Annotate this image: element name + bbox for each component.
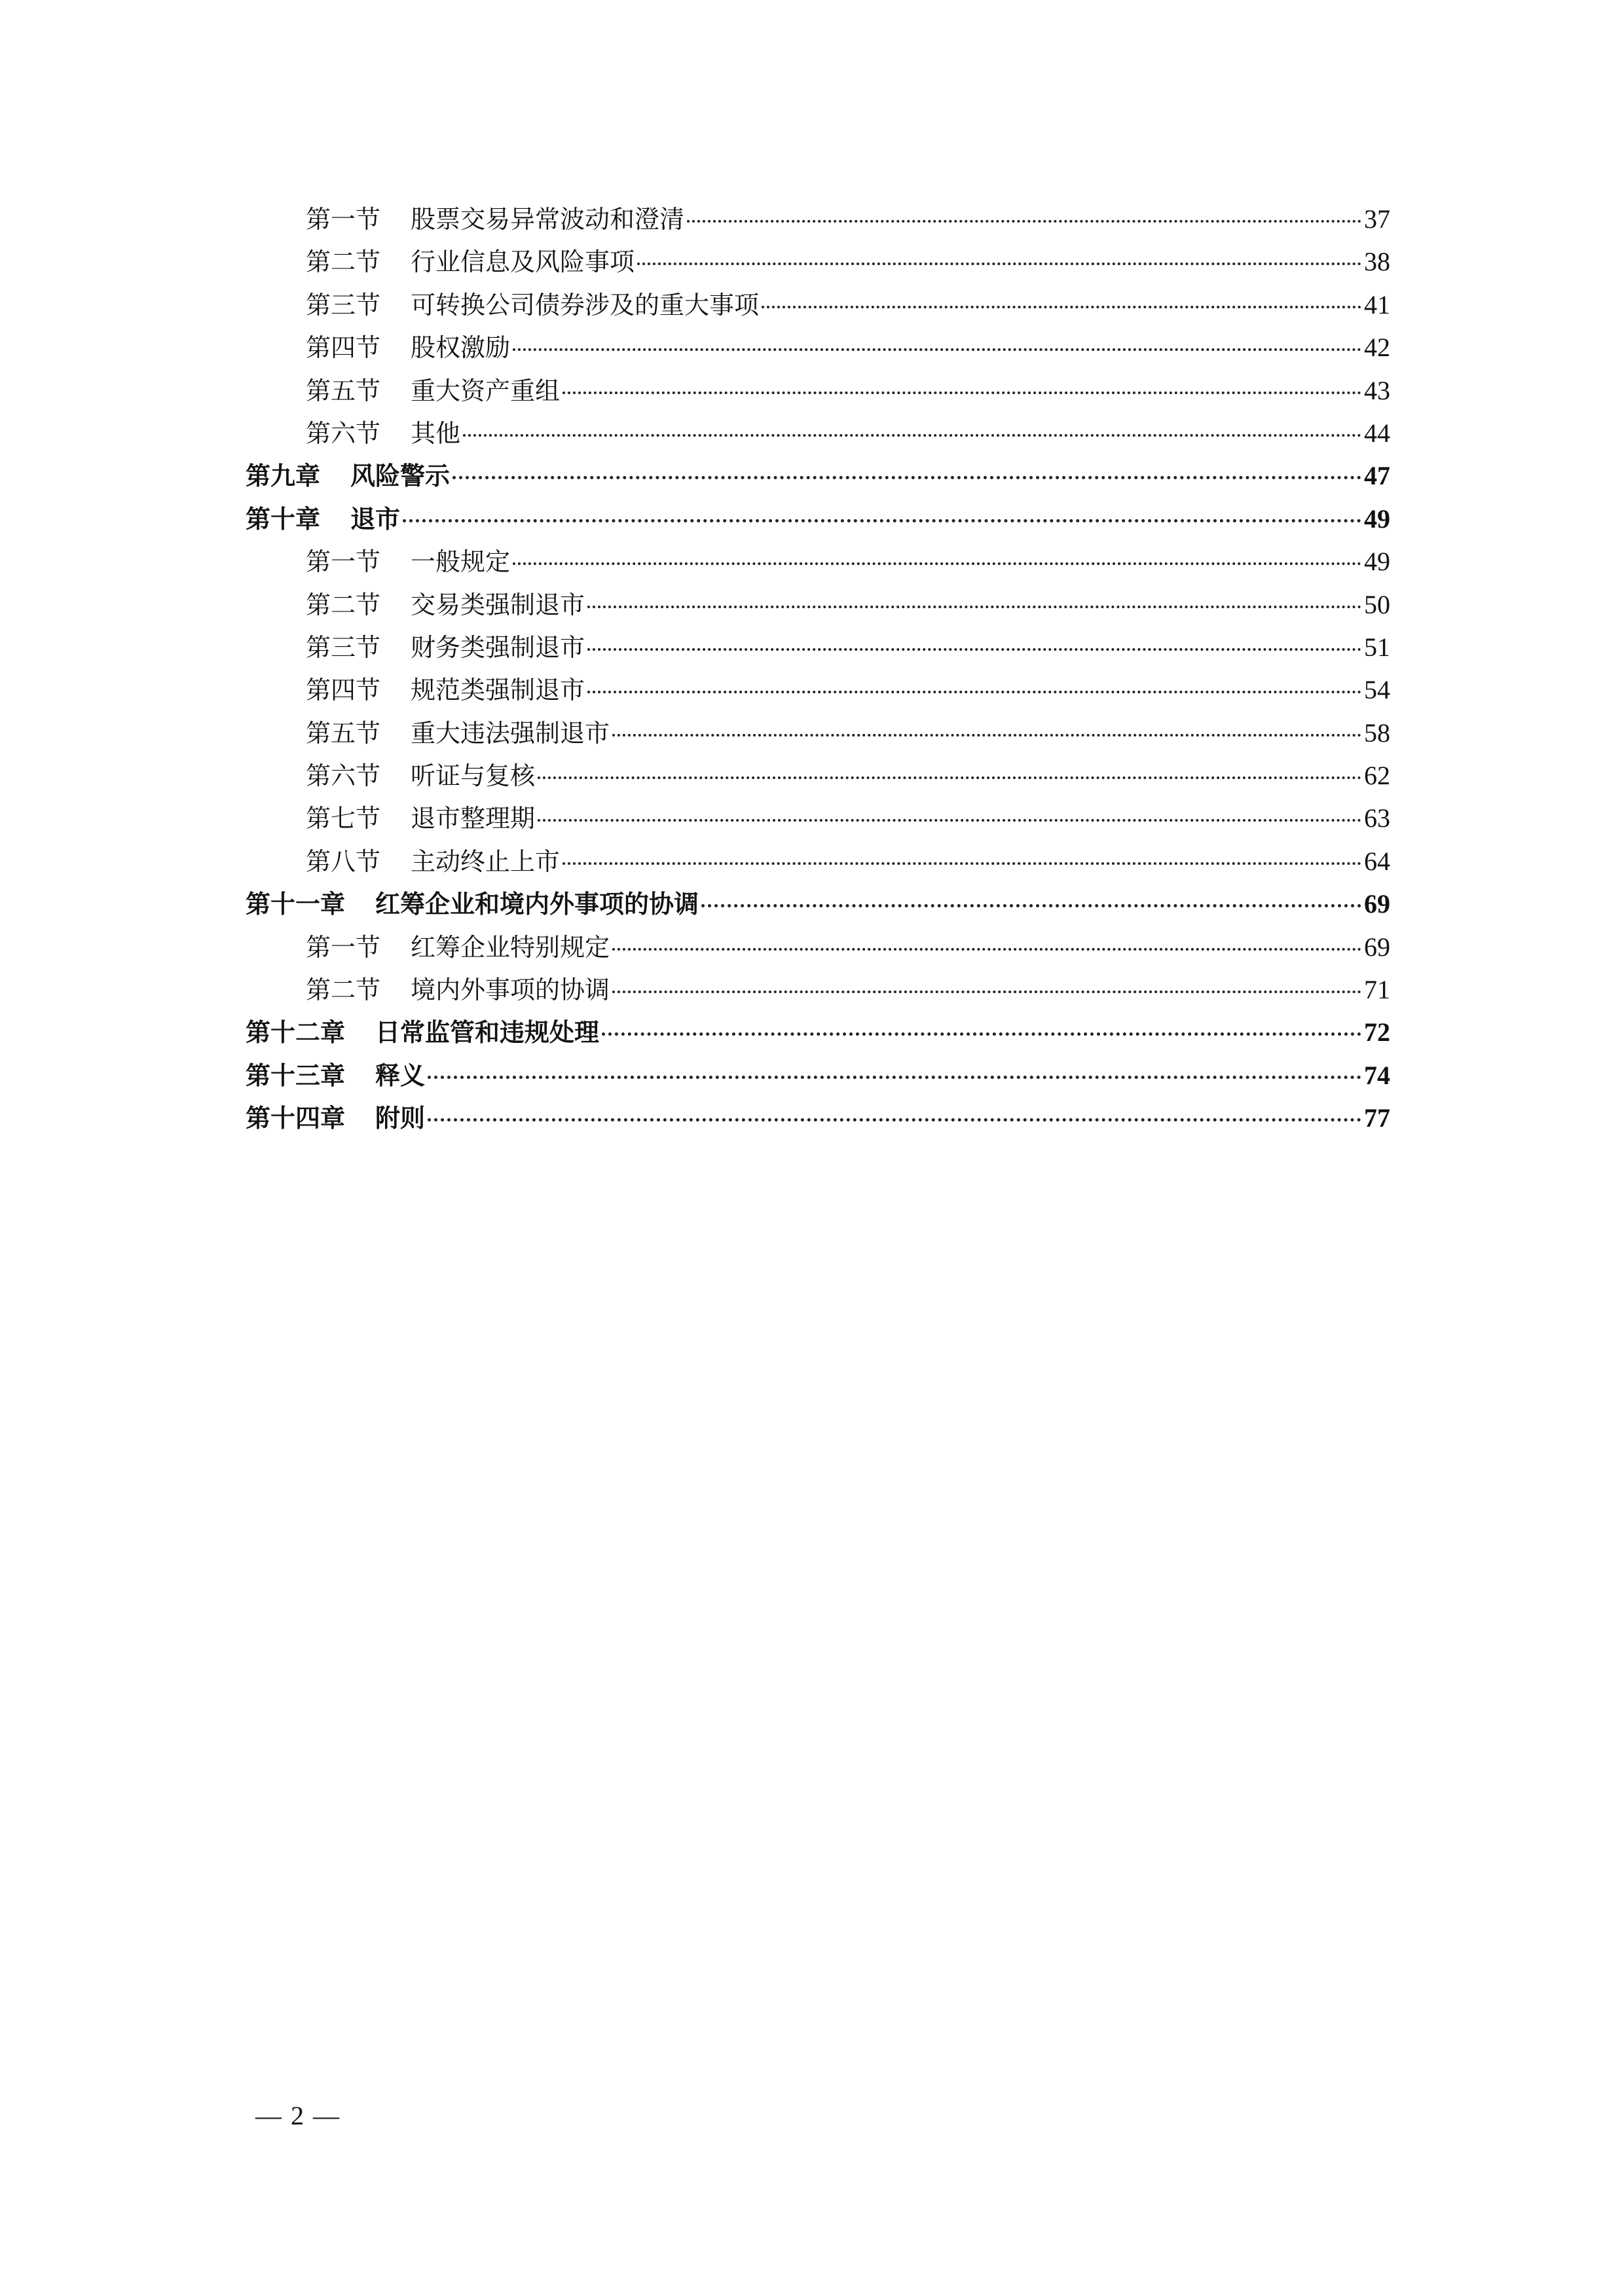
table-of-contents: [246, 198, 1390, 1140]
entry-title: 风险警示: [350, 461, 451, 491]
entry-title: 财务类强制退市: [411, 632, 585, 662]
toc-section-entry[interactable]: [246, 797, 1390, 839]
entry-title: 行业信息及风险事项: [411, 247, 635, 277]
toc-section-entry[interactable]: [246, 412, 1390, 454]
entry-title: 交易类强制退市: [411, 590, 585, 619]
dot-leader: [428, 1118, 1361, 1121]
entry-number: 第二节: [306, 975, 381, 1005]
entry-page-number: 63: [1364, 803, 1390, 833]
dot-leader: [428, 1076, 1361, 1079]
entry-number: 第九章: [246, 461, 321, 491]
dot-leader: [612, 991, 1361, 993]
toc-section-entry[interactable]: [246, 668, 1390, 711]
entry-title: 规范类强制退市: [411, 676, 585, 705]
dot-leader: [538, 819, 1361, 822]
toc-section-entry[interactable]: [246, 540, 1390, 583]
entry-number: 第一节: [306, 205, 381, 234]
entry-title: 主动终止上市: [411, 847, 561, 876]
entry-number: 第十一章: [246, 889, 346, 919]
entry-title: 退市整理期: [411, 804, 536, 833]
toc-section-entry[interactable]: [246, 326, 1390, 369]
entry-number: 第五节: [306, 718, 381, 748]
entry-page-number: 37: [1364, 204, 1390, 234]
entry-title: 股权激励: [411, 333, 511, 363]
entry-title: 听证与复核: [411, 761, 536, 791]
entry-title: 重大违法强制退市: [411, 718, 610, 748]
dot-leader: [513, 348, 1361, 351]
dot-leader: [587, 691, 1361, 693]
entry-number: 第三节: [306, 290, 381, 319]
entry-title: 红筹企业特别规定: [411, 932, 610, 962]
entry-page-number: 77: [1364, 1103, 1390, 1133]
dot-leader: [687, 220, 1361, 223]
entry-number: 第二节: [306, 590, 381, 619]
entry-page-number: 41: [1364, 289, 1390, 319]
entry-title: 股票交易异常波动和澄清: [411, 205, 685, 234]
toc-chapter-entry[interactable]: [246, 1097, 1390, 1139]
entry-number: 第五节: [306, 376, 381, 405]
dot-leader: [538, 776, 1361, 779]
toc-section-entry[interactable]: [246, 968, 1390, 1011]
dot-leader: [563, 392, 1361, 394]
toc-section-entry[interactable]: [246, 926, 1390, 968]
entry-page-number: 62: [1364, 761, 1390, 791]
entry-page-number: 74: [1364, 1060, 1390, 1090]
entry-page-number: 42: [1364, 333, 1390, 363]
toc-chapter-entry[interactable]: [246, 454, 1390, 497]
toc-section-entry[interactable]: [246, 240, 1390, 283]
entry-number: 第十章: [246, 503, 321, 534]
entry-page-number: 43: [1364, 375, 1390, 405]
dot-leader: [701, 904, 1361, 907]
entry-title: 一般规定: [411, 547, 511, 577]
entry-title: 日常监管和违规处理: [375, 1017, 600, 1048]
entry-title: 境内外事项的协调: [411, 975, 610, 1005]
toc-section-entry[interactable]: [246, 283, 1390, 326]
entry-page-number: 49: [1364, 503, 1390, 534]
dot-leader: [463, 434, 1361, 437]
entry-title: 退市: [350, 503, 401, 534]
toc-section-entry[interactable]: [246, 840, 1390, 883]
toc-chapter-entry[interactable]: [246, 1011, 1390, 1053]
toc-section-entry[interactable]: [246, 583, 1390, 626]
dot-leader: [612, 948, 1361, 951]
toc-section-entry[interactable]: [246, 198, 1390, 240]
entry-number: 第一节: [306, 547, 381, 577]
dot-leader: [587, 606, 1361, 608]
entry-page-number: 51: [1364, 632, 1390, 662]
dot-leader: [762, 306, 1361, 308]
entry-page-number: 69: [1364, 932, 1390, 962]
entry-number: 第四节: [306, 333, 381, 363]
entry-number: 第十四章: [246, 1103, 346, 1133]
entry-page-number: 38: [1364, 247, 1390, 277]
entry-page-number: 54: [1364, 675, 1390, 705]
entry-number: 第十三章: [246, 1060, 346, 1090]
dot-leader: [587, 648, 1361, 651]
toc-chapter-entry[interactable]: [246, 498, 1390, 540]
entry-page-number: 58: [1364, 718, 1390, 748]
page-number-footer: — 2 —: [255, 2101, 341, 2130]
entry-title: 其他: [411, 418, 461, 448]
entry-number: 第八节: [306, 847, 381, 876]
dot-leader: [513, 562, 1361, 565]
entry-page-number: 44: [1364, 418, 1390, 448]
entry-number: 第二节: [306, 247, 381, 277]
toc-chapter-entry[interactable]: [246, 1054, 1390, 1097]
dot-leader: [637, 263, 1361, 265]
entry-title: 红筹企业和境内外事项的协调: [375, 889, 699, 919]
toc-section-entry[interactable]: [246, 369, 1390, 412]
entry-page-number: 72: [1364, 1017, 1390, 1048]
entry-number: 第七节: [306, 804, 381, 833]
entry-title: 重大资产重组: [411, 376, 561, 405]
entry-page-number: 64: [1364, 846, 1390, 876]
entry-page-number: 71: [1364, 975, 1390, 1005]
entry-number: 第十二章: [246, 1017, 346, 1048]
dot-leader: [612, 734, 1361, 737]
dot-leader: [452, 476, 1361, 479]
entry-number: 第六节: [306, 418, 381, 448]
entry-page-number: 49: [1364, 547, 1390, 577]
entry-page-number: 47: [1364, 461, 1390, 491]
dot-leader: [403, 519, 1361, 522]
dot-leader: [563, 862, 1361, 865]
entry-title: 释义: [375, 1060, 426, 1090]
toc-section-entry[interactable]: [246, 712, 1390, 754]
toc-chapter-entry[interactable]: [246, 883, 1390, 925]
toc-section-entry[interactable]: [246, 754, 1390, 797]
entry-number: 第六节: [306, 761, 381, 791]
entry-title: 可转换公司债券涉及的重大事项: [411, 290, 760, 319]
entry-number: 第三节: [306, 632, 381, 662]
dot-leader: [602, 1032, 1361, 1036]
entry-page-number: 50: [1364, 589, 1390, 619]
entry-page-number: 69: [1364, 889, 1390, 919]
entry-title: 附则: [375, 1103, 426, 1133]
entry-number: 第四节: [306, 676, 381, 705]
toc-section-entry[interactable]: [246, 626, 1390, 668]
entry-number: 第一节: [306, 932, 381, 962]
